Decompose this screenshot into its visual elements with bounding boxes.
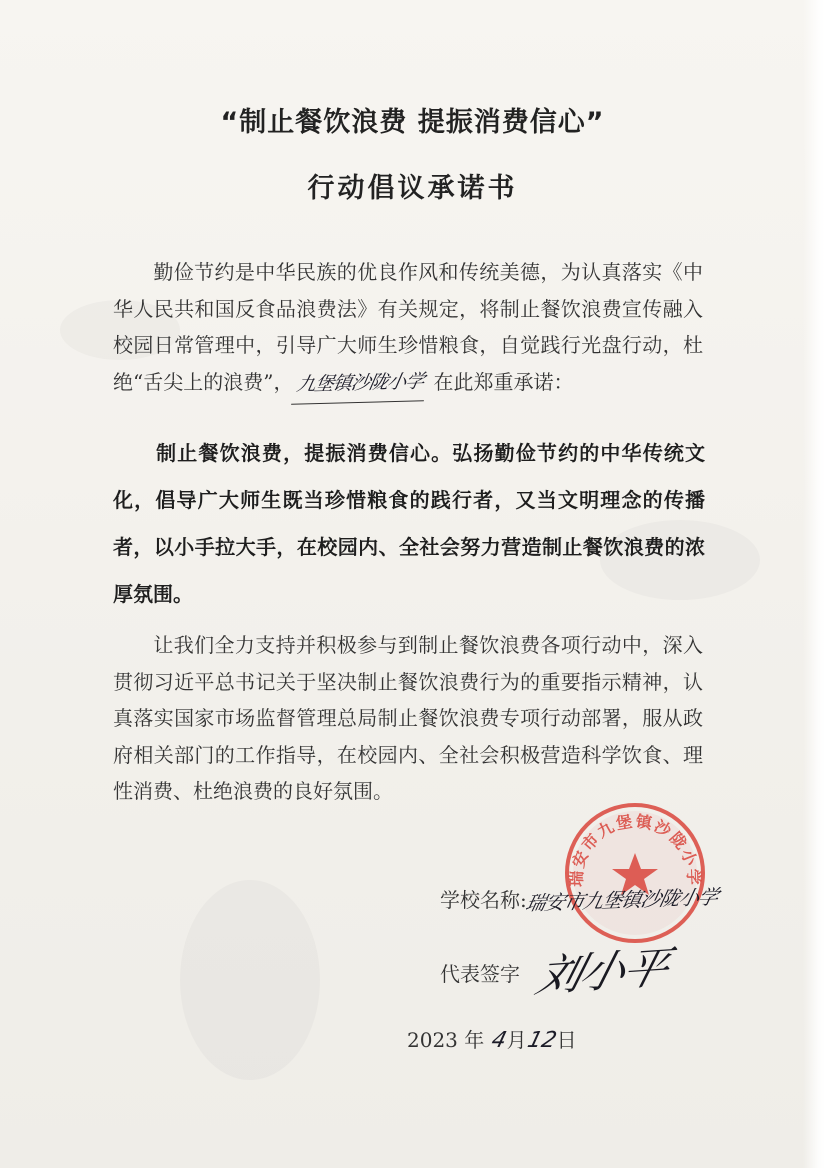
- document-title: “制止餐饮浪费 提振消费信心”: [220, 107, 605, 138]
- representative-label: 代表签字: [440, 962, 520, 986]
- handwritten-representative-signature: 刘小平: [531, 942, 673, 1003]
- signature-representative-row: [440, 942, 673, 1003]
- handwritten-school-name: 九堡镇沙陇小学: [292, 363, 432, 404]
- paragraph-intro-text: 勤俭节约是中华民族的优良作风和传统美德，为认真落实《中华人民共和国反食品浪费法》有关规定，将制止餐饮浪费宣传融入校园日常管理中，引导广大师生珍惜粮食，自觉践行光盘行动，杜绝“舌尖上的浪费”，: [113, 260, 703, 394]
- signature-date: [407, 1024, 577, 1053]
- paper-smudge: [180, 880, 320, 1080]
- signature-school-row: [440, 884, 720, 916]
- paragraph-call-to-action: [113, 627, 703, 810]
- date-month-handwritten: 4: [488, 1028, 509, 1053]
- school-label: 学校名称:: [440, 888, 527, 912]
- date-year: 2023 年: [407, 1028, 485, 1052]
- paragraph-intro-tail: 在此郑重承诺：: [433, 369, 574, 394]
- paragraph-intro: [113, 254, 703, 402]
- seal-text-path: 瑞安市九堡镇沙陇小学: [566, 811, 704, 888]
- date-day-label: 日: [556, 1028, 577, 1052]
- document-subtitle: 行动倡议承诺书: [307, 173, 518, 204]
- official-seal: [560, 798, 710, 948]
- handwritten-school-signature: 瑞安市九堡镇沙陇小学: [523, 884, 720, 916]
- date-month-label: 月: [506, 1028, 527, 1052]
- paragraph-commitment: [113, 430, 705, 618]
- paragraph-commitment-text: 制止餐饮浪费，提振消费信心。弘扬勤俭节约的中华传统文化，倡导广大师生既当珍惜粮食的践行者，又当文明理念的传播者，以小手拉大手，在校园内、全社会努力营造制止餐饮浪费的浓厚氛围。: [113, 441, 705, 606]
- date-day-handwritten: 12: [524, 1028, 559, 1053]
- paragraph-call-to-action-text: 让我们全力支持并积极参与到制止餐饮浪费各项行动中，深入贯彻习近平总书记关于坚决制止餐饮浪费行为的重要指示精神，认真落实国家市场监督管理总局制止餐饮浪费专项行动部署，服从政府相关部门的工作指导，在校园内、全社会积极营造科学饮食、理性消费、杜绝浪费的良好氛围。: [113, 633, 703, 803]
